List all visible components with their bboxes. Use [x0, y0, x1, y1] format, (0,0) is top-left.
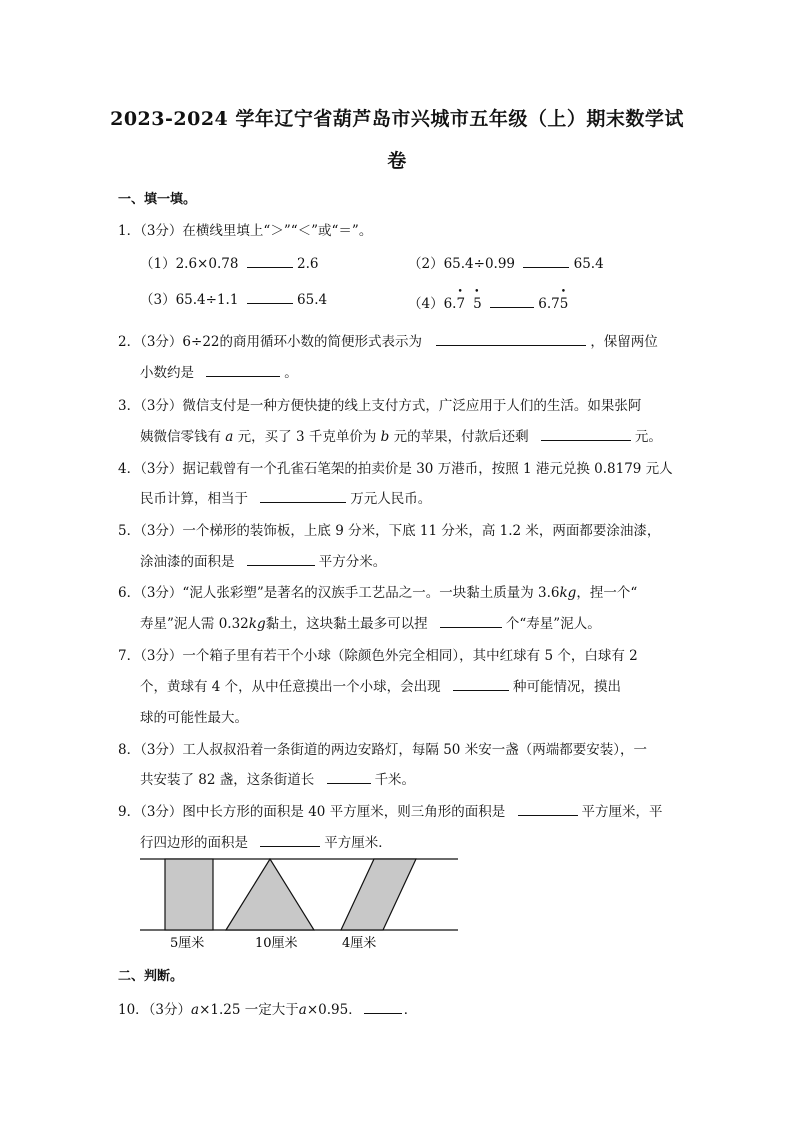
triangle-shape — [226, 859, 314, 930]
q9-line1 — [118, 800, 663, 820]
q6-unit-kg-1: kg — [559, 585, 577, 601]
q1-part2-right: 65.4 — [573, 256, 604, 272]
q1-part4-right-repeat-digit: • 5 — [560, 296, 569, 312]
q3-blank[interactable] — [541, 427, 631, 441]
q1-part1-right: 2.6 — [297, 256, 319, 272]
q4-text-1: 民币计算，相当于 — [140, 491, 248, 507]
q10-text-2: ×1.25 一定大于 — [199, 1002, 299, 1018]
q9-text-2: 平方厘米，平 — [581, 804, 663, 820]
q1-stem: 1．（3分）在横线里填上“＞”“＜”或“＝”。 — [118, 223, 373, 239]
q1-part1 — [140, 252, 319, 272]
q1-part3-right: 65.4 — [297, 292, 328, 308]
q3-line1: 3．（3分）微信支付是一种方便快捷的线上支付方式，广泛应用于人们的生活。如果张阿 — [118, 398, 642, 414]
q7-line1: 7．（3分）一个箱子里有若干个小球（除颜色外完全相同），其中红球有 5 个，白球有 2 — [118, 648, 638, 664]
q9-figure — [134, 852, 462, 954]
q1-part2-left: （2）65.4÷0.99 — [408, 256, 516, 272]
q3-var-b: b — [380, 429, 390, 445]
q8-line1: 8．（3分）工人叔叔沿着一条街道的两边安路灯，每隔 50 米安一盏（两端都要安装），一 — [118, 742, 647, 758]
q8-text-1: 共安装了 82 盏，这条街道长 — [140, 772, 315, 788]
q6-text-5: 个“寿星”泥人。 — [505, 616, 601, 632]
q6-line2 — [140, 612, 601, 632]
label-5cm: 5厘米 — [170, 936, 205, 951]
q6-line1 — [118, 581, 637, 601]
q1-part4-right: 6.7 — [538, 296, 560, 312]
q10-text-3: ×0.95． — [306, 1002, 362, 1018]
q3-line2 — [140, 425, 662, 445]
q5-blank[interactable] — [247, 552, 315, 566]
section-heading-judge: 二、判断。 — [118, 969, 184, 984]
q10-text-4: ． — [403, 1002, 418, 1018]
q7-text-1: 个，黄球有 4 个，从中任意摸出一个小球，会出现 — [140, 679, 441, 695]
q9-blank-1[interactable] — [518, 802, 578, 816]
q7-text-2: 种可能情况，摸出 — [512, 679, 621, 695]
q4-text-2: 万元人民币。 — [350, 491, 432, 507]
q9-blank-2[interactable] — [260, 833, 320, 847]
q3-text-1: 姨微信零钱有 — [140, 429, 221, 445]
q1-part2-blank[interactable] — [523, 254, 569, 268]
q5-line1: 5．（3分）一个梯形的装饰板，上底 9 分米，下底 11 分米，高 1.2 米，两面都要涂油漆， — [118, 523, 661, 539]
q1-part4 — [408, 292, 568, 312]
q6-blank[interactable] — [440, 614, 502, 628]
q5-text-2: 平方分米。 — [318, 554, 387, 570]
q2-line1 — [118, 330, 658, 350]
q1-part1-blank[interactable] — [247, 254, 293, 268]
q1-part3-blank[interactable] — [247, 290, 293, 304]
q3-var-a: a — [225, 429, 234, 445]
q10-var-a-1: a — [191, 1002, 200, 1018]
q2-text-c: 小数约是 — [140, 365, 194, 381]
parallelogram-shape — [341, 859, 416, 930]
q5-line2 — [140, 550, 386, 570]
q6-text-3: 寿星”泥人需 0.32 — [140, 616, 249, 632]
label-10cm: 10厘米 — [255, 936, 298, 951]
q1-part1-left: （1）2.6×0.78 — [140, 256, 239, 272]
page-title-line2: 卷 — [387, 150, 407, 172]
q1-part3 — [140, 288, 327, 308]
q1-part4-blank[interactable] — [490, 294, 534, 308]
q2-text-a: 2．（3分）6÷22的商用循环小数的简便形式表示为 — [118, 334, 423, 350]
rectangle-shape — [165, 859, 213, 930]
q1-part4-repeat-digit-2: • 5 — [473, 296, 482, 312]
q6-text-4: 黏土，这块黏土最多可以捏 — [265, 616, 428, 632]
q7-blank[interactable] — [453, 677, 509, 691]
q3-text-3: 元的苹果，付款后还剩 — [393, 429, 529, 445]
q9-line2 — [140, 831, 392, 851]
q6-text-2: ，捏一个“ — [576, 585, 638, 601]
section-heading-fill: 一、填一填。 — [118, 192, 197, 207]
q10-var-a-2: a — [298, 1002, 307, 1018]
q2-blank-1[interactable] — [436, 332, 586, 346]
q1-part4-repeat-digit-1: • 7 — [456, 296, 465, 312]
q1-part3-left: （3）65.4÷1.1 — [140, 292, 239, 308]
q7-line3: 球的可能性最大。 — [140, 710, 248, 726]
q10-line — [118, 998, 417, 1018]
q10-blank[interactable] — [364, 1000, 402, 1014]
q8-blank[interactable] — [327, 770, 371, 784]
q4-blank[interactable] — [260, 489, 346, 503]
q2-line2 — [140, 361, 298, 381]
q10-text-1: 10．（3分） — [118, 1002, 192, 1018]
q3-text-4: 元。 — [634, 429, 662, 445]
q3-text-2: 元，买了 3 千克单价为 — [237, 429, 377, 445]
q9-text-1: 9．（3分）图中长方形的面积是 40 平方厘米，则三角形的面积是 — [118, 804, 506, 820]
q7-line2 — [140, 675, 621, 695]
page-title-line1: 2023-2024 学年辽宁省葫芦岛市兴城市五年级（上）期末数学试 — [110, 108, 684, 130]
q4-line2 — [140, 487, 431, 507]
q2-blank-2[interactable] — [206, 363, 280, 377]
q1-part4-left: （4）6. — [408, 296, 457, 312]
q9-text-3: 行四边形的面积是 — [140, 835, 248, 851]
q2-text-d: 。 — [284, 365, 298, 381]
q6-text-1: 6．（3分）“泥人张彩塑”是著名的汉族手工艺品之一。一块黏土质量为 3.6 — [118, 585, 560, 601]
q8-line2 — [140, 768, 415, 788]
q4-line1: 4．（3分）据记载曾有一个孔雀石笔架的拍卖价是 30 万港币，按照 1 港元兑换 0.8179 元人 — [118, 461, 673, 477]
q8-text-2: 千米。 — [374, 772, 416, 788]
q1-part2 — [408, 252, 604, 272]
q5-text-1: 涂油漆的面积是 — [140, 554, 235, 570]
q2-text-b: ，保留两位 — [590, 334, 658, 350]
label-4cm: 4厘米 — [342, 936, 377, 951]
q6-unit-kg-2: kg — [248, 616, 266, 632]
q9-text-4: 平方厘米． — [324, 835, 392, 851]
